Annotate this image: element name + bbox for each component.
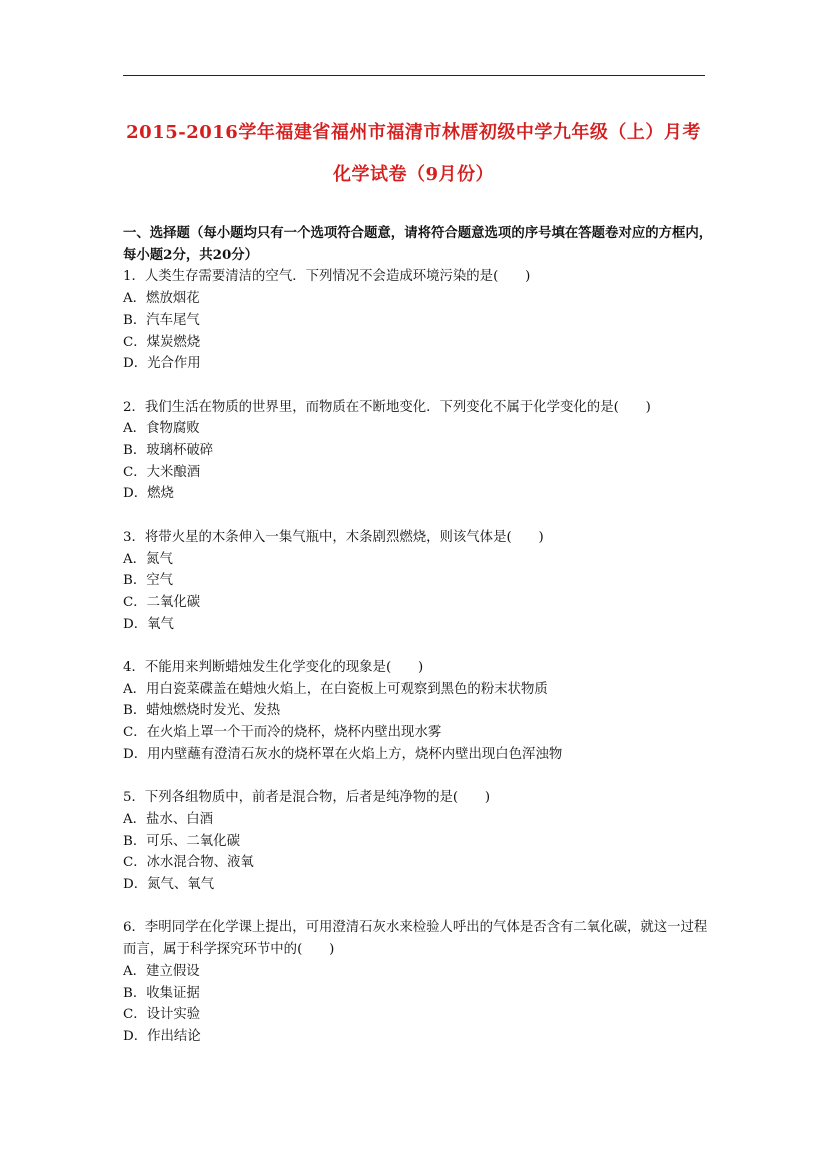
option-b: B．可乐、二氧化碳 bbox=[123, 833, 240, 849]
option-c: C．二氧化碳 bbox=[123, 594, 201, 610]
page-title: 2015-2016学年福建省福州市福清市林厝初级中学九年级（上）月考 bbox=[126, 122, 701, 143]
question-1 bbox=[123, 266, 713, 375]
option-a: A．盐水、白酒 bbox=[123, 811, 214, 827]
exam-body bbox=[123, 223, 713, 1069]
question-stem: 1．人类生存需要清洁的空气．下列情况不会造成环境污染的是( ) bbox=[123, 269, 531, 285]
option-d: D．燃烧 bbox=[123, 486, 174, 502]
option-a: A．氮气 bbox=[123, 551, 173, 567]
option-b: B．空气 bbox=[123, 573, 174, 589]
question-stem: 3．将带火星的木条伸入一集气瓶中，木条剧烈燃烧，则该气体是( ) bbox=[123, 529, 544, 545]
option-b: B．蜡烛燃烧时发光、发热 bbox=[123, 703, 281, 719]
question-stem: 5．下列各组物质中，前者是混合物，后者是纯净物的是( ) bbox=[123, 790, 491, 806]
option-c: C．在火焰上罩一个干而冷的烧杯，烧杯内壁出现水雾 bbox=[123, 725, 442, 741]
option-c: C．煤炭燃烧 bbox=[123, 334, 201, 350]
option-c: C．设计实验 bbox=[123, 1007, 201, 1023]
question-3 bbox=[123, 527, 713, 636]
option-b: B．汽车尾气 bbox=[123, 312, 200, 328]
question-stem: 2．我们生活在物质的世界里，而物质在不断地变化．下列变化不属于化学变化的是( ) bbox=[123, 399, 651, 415]
question-stem: 4．不能用来判断蜡烛发生化学变化的现象是( ) bbox=[123, 660, 424, 676]
option-d: D．氮气、氧气 bbox=[123, 877, 215, 893]
option-b: B．收集证据 bbox=[123, 985, 200, 1001]
option-a: A．食物腐败 bbox=[123, 421, 200, 437]
option-a: A．用白瓷菜碟盖在蜡烛火焰上，在白瓷板上可观察到黑色的粉末状物质 bbox=[123, 681, 548, 697]
option-d: D．氧气 bbox=[123, 616, 174, 632]
question-5 bbox=[123, 787, 713, 896]
option-d: D．光合作用 bbox=[123, 356, 201, 372]
option-d: D．用内壁蘸有澄清石灰水的烧杯罩在火焰上方，烧杯内壁出现白色浑浊物 bbox=[123, 746, 563, 762]
option-a: A．建立假设 bbox=[123, 963, 200, 979]
option-b: B．玻璃杯破碎 bbox=[123, 443, 214, 459]
header-rule bbox=[123, 75, 705, 76]
question-6 bbox=[123, 917, 713, 1047]
question-4 bbox=[123, 657, 713, 766]
option-c: C．冰水混合物、液氧 bbox=[123, 855, 254, 871]
question-stem: 6．李明同学在化学课上提出，可用澄清石灰水来检验人呼出的气体是否含有二氧化碳，就这一过程而言，属于科学探究环节中的( ) bbox=[123, 920, 708, 958]
section-heading: 一、选择题（每小题均只有一个选项符合题意，请将符合题意选项的序号填在答题卷对应的方框内，每小题2分，共20分） bbox=[123, 225, 713, 263]
question-2 bbox=[123, 397, 713, 506]
option-a: A．燃放烟花 bbox=[123, 291, 200, 307]
option-d: D．作出结论 bbox=[123, 1028, 201, 1044]
option-c: C．大米酿酒 bbox=[123, 464, 201, 480]
page-subtitle: 化学试卷（9月份） bbox=[332, 164, 495, 185]
